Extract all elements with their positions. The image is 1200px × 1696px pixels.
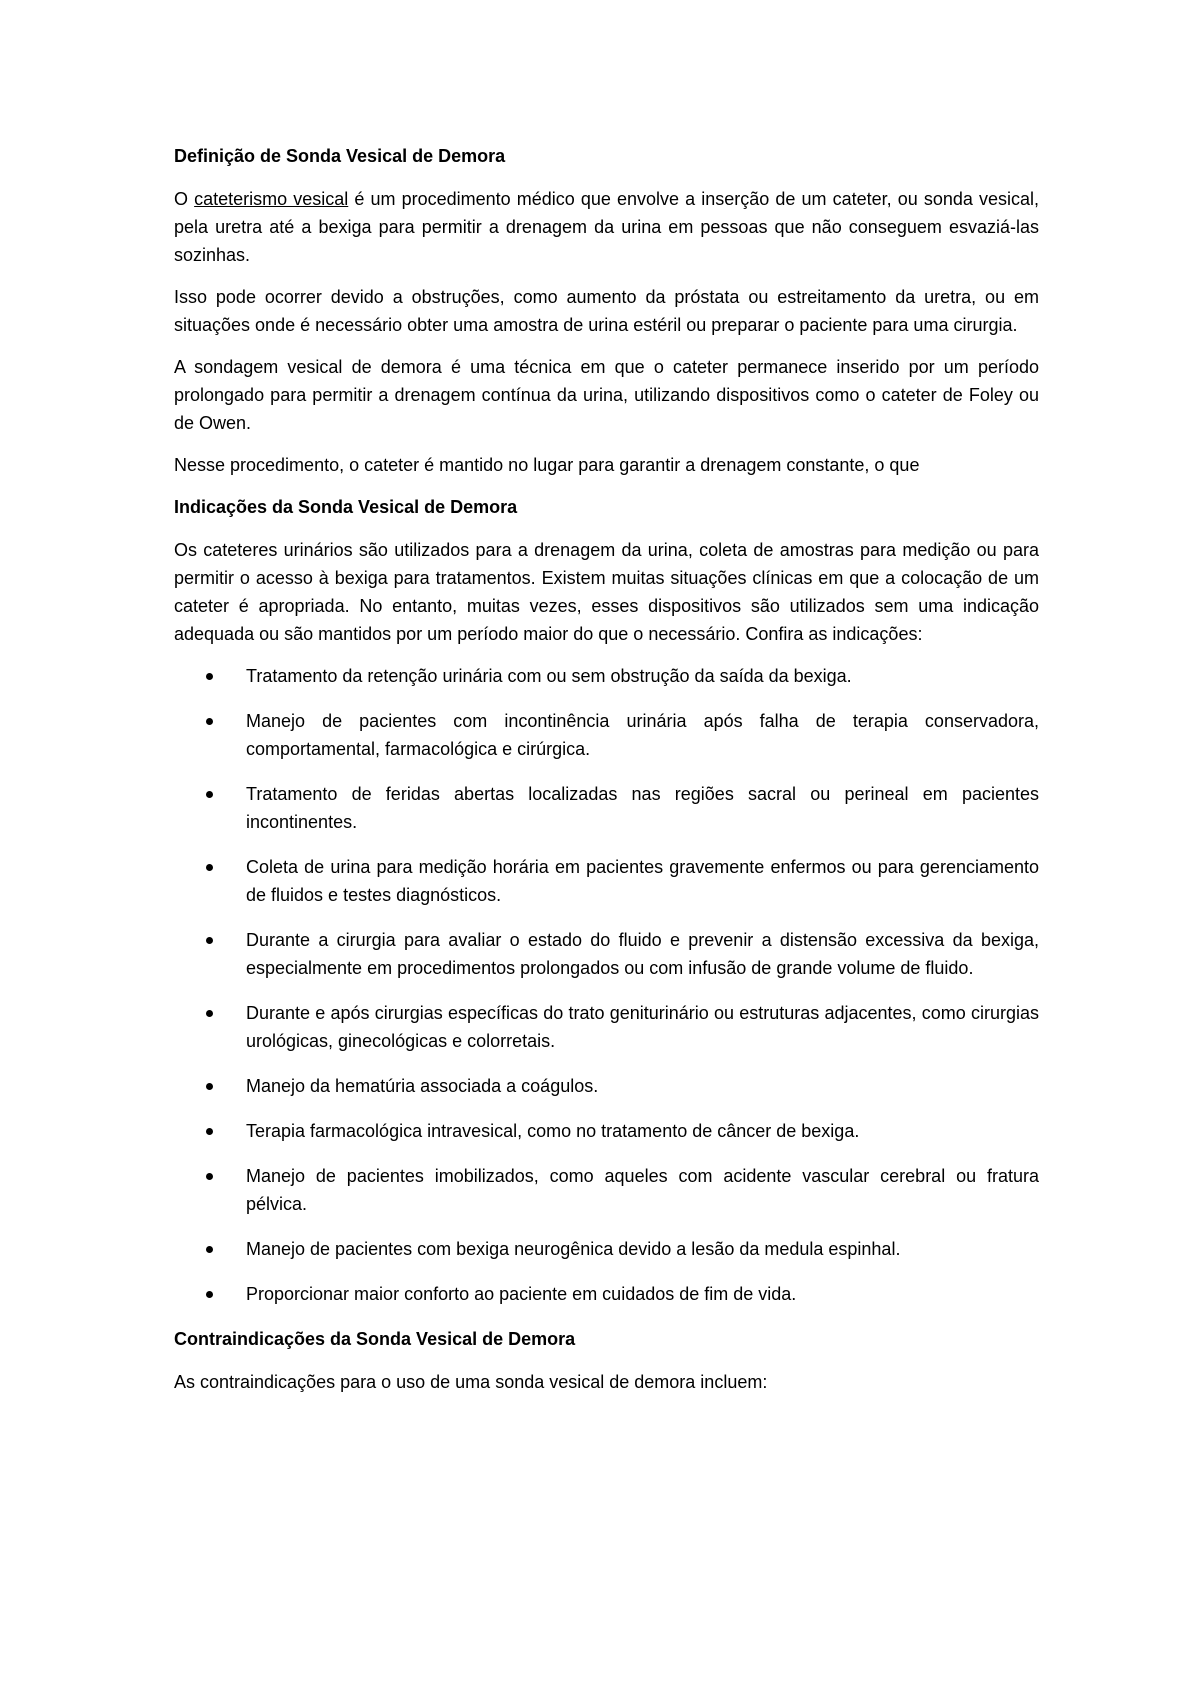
paragraph-cateterismo [174,185,1039,269]
list-item [174,926,1039,982]
bullet-icon [206,1128,213,1135]
paragraph-indicacoes-intro: Os cateteres urinários são utilizados para a drenagem da urina, coleta de amostras para medição ou para permitir o acesso à bexiga para tratamentos. Existem muitas situações clínicas em que a colocação de um cateter é apropriada. No entanto, muitas vezes, esses dispositivos são utilizados sem uma indicação adequada ou são mantidos por um período maior do que o necessário. Confira as indicações: [174,540,1039,644]
paragraph-contraindicacoes-intro: As contraindicações para o uso de uma sonda vesical de demora incluem: [174,1372,768,1392]
list-item [174,1280,1039,1308]
list-item [174,1072,1039,1100]
list-item-text: Terapia farmacológica intravesical, como no tratamento de câncer de bexiga. [246,1121,860,1141]
paragraph-obstrucoes: Isso pode ocorrer devido a obstruções, como aumento da próstata ou estreitamento da uretra, ou em situações onde é necessário obter uma amostra de urina estéril ou preparar o paciente para uma cirurgia. [174,287,1039,335]
bullet-icon [206,1083,213,1090]
list-item [174,780,1039,836]
paragraph-procedimento: Nesse procedimento, o cateter é mantido no lugar para garantir a drenagem constante, o que [174,455,920,475]
bullet-icon [206,1246,213,1253]
list-item-text: Tratamento da retenção urinária com ou sem obstrução da saída da bexiga. [246,666,852,686]
list-item-text: Manejo da hematúria associada a coágulos. [246,1076,599,1096]
heading-indicacoes: Indicações da Sonda Vesical de Demora [174,497,518,517]
list-item [174,1117,1039,1145]
list-item-text: Manejo de pacientes com incontinência urinária após falha de terapia conservadora, comportamental, farmacológica e cirúrgica. [246,711,1039,759]
list-item-text: Manejo de pacientes imobilizados, como aqueles com acidente vascular cerebral ou fratura pélvica. [246,1166,1039,1214]
paragraph-text: é um procedimento médico que envolve a inserção de um cateter, ou sonda vesical, pela uretra até a bexiga para permitir a drenagem da urina em pessoas que não conseguem esvaziá-las sozinhas. [174,189,1039,265]
list-item-text: Durante e após cirurgias específicas do trato geniturinário ou estruturas adjacentes, como cirurgias urológicas, ginecológicas e colorretais. [246,1003,1039,1051]
cateterismo-vesical-link[interactable]: cateterismo vesical [194,189,349,209]
list-item-text: Manejo de pacientes com bexiga neurogênica devido a lesão da medula espinhal. [246,1239,901,1259]
bullet-icon [206,937,213,944]
bullet-icon [206,1010,213,1017]
heading-contraindicacoes: Contraindicações da Sonda Vesical de Demora [174,1329,576,1349]
bullet-icon [206,864,213,871]
bullet-icon [206,791,213,798]
list-item-text: Tratamento de feridas abertas localizadas nas regiões sacral ou perineal em pacientes incontinentes. [246,784,1039,832]
list-item [174,707,1039,763]
list-item-text: Coleta de urina para medição horária em pacientes gravemente enfermos ou para gerenciamento de fluidos e testes diagnósticos. [246,857,1039,905]
list-item [174,853,1039,909]
bullet-icon [206,1173,213,1180]
list-item [174,999,1039,1055]
list-item-text: Proporcionar maior conforto ao paciente em cuidados de fim de vida. [246,1284,797,1304]
indicacoes-list [174,662,1039,1308]
bullet-icon [206,1291,213,1298]
bullet-icon [206,673,213,680]
list-item-text: Durante a cirurgia para avaliar o estado do fluido e prevenir a distensão excessiva da bexiga, especialmente em procedimentos prolongados ou com infusão de grande volume de fluido. [246,930,1039,978]
list-item [174,1162,1039,1218]
paragraph-sondagem: A sondagem vesical de demora é uma técnica em que o cateter permanece inserido por um período prolongado para permitir a drenagem contínua da urina, utilizando dispositivos como o cateter de Foley ou de Owen. [174,357,1039,433]
bullet-icon [206,718,213,725]
paragraph-prefix: O [174,189,195,209]
list-item [174,1235,1039,1263]
heading-definicao: Definição de Sonda Vesical de Demora [174,146,506,166]
list-item [174,662,1039,690]
